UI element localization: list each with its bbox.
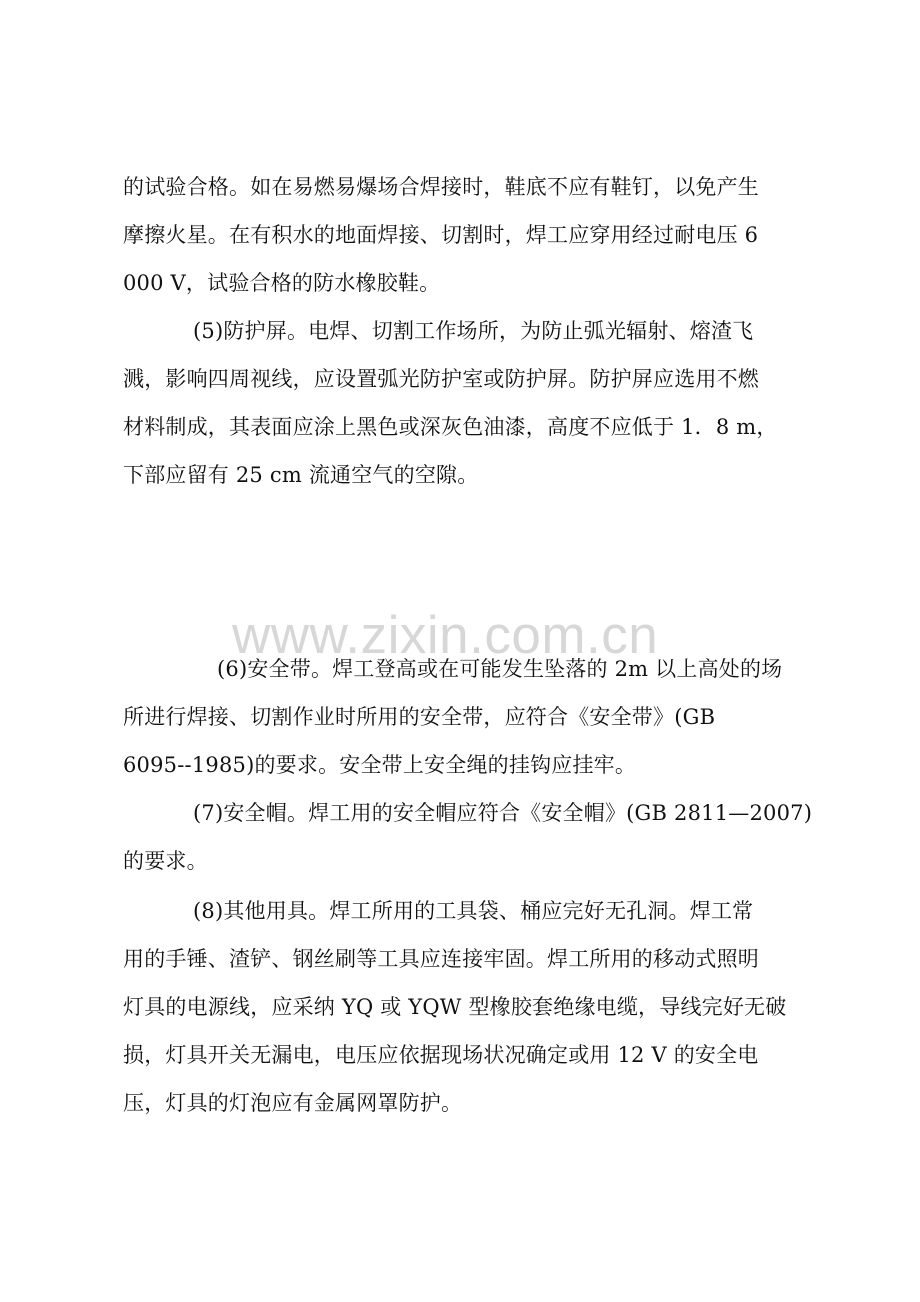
text-line: 损，灯具开关无漏电，电压应依据现场状况确定或用 12 V 的安全电 bbox=[123, 1043, 759, 1067]
text-line: 灯具的电源线，应采纳 YQ 或 YQW 型橡胶套绝缘电缆，导线完好无破 bbox=[123, 995, 787, 1019]
text-line: (5)防护屏。电焊、切割工作场所，为防止弧光辐射、熔渣飞 bbox=[193, 319, 754, 343]
text-line: (6)安全带。焊工登高或在可能发生坠落的 2m 以上高处的场 bbox=[217, 657, 783, 681]
text-line: 所进行焊接、切割作业时所用的安全带，应符合《安全带》(GB bbox=[123, 705, 716, 729]
watermark: www.zixin.com.cn bbox=[232, 606, 659, 665]
text-line: 压，灯具的灯泡应有金属网罩防护。 bbox=[123, 1091, 463, 1115]
text-line: (8)其他用具。焊工所用的工具袋、桶应完好无孔洞。焊工常 bbox=[193, 899, 754, 923]
text-line: 下部应留有 25 cm 流通空气的空隙。 bbox=[123, 463, 479, 487]
text-line: 000 V，试验合格的防水橡胶鞋。 bbox=[123, 271, 441, 295]
text-line: (7)安全帽。焊工用的安全帽应符合《安全帽》(GB 2811—2007) bbox=[193, 801, 813, 825]
text-line: 材料制成，其表面应涂上黑色或深灰色油漆，高度不应低于 1．8 m， bbox=[123, 415, 778, 439]
text-line: 的要求。 bbox=[123, 849, 208, 873]
text-line: 的试验合格。如在易燃易爆场合焊接时，鞋底不应有鞋钉，以免产生 bbox=[123, 175, 759, 199]
text-line: 6095--1985)的要求。安全带上安全绳的挂钩应挂牢。 bbox=[123, 753, 637, 777]
text-line: 溅，影响四周视线，应设置弧光防护室或防护屏。防护屏应选用不燃 bbox=[123, 367, 759, 391]
text-line: 摩擦火星。在有积水的地面焊接、切割时，焊工应穿用经过耐电压 6 bbox=[123, 223, 759, 247]
text-line: 用的手锤、渣铲、钢丝刷等工具应连接牢固。焊工所用的移动式照明 bbox=[123, 947, 759, 971]
